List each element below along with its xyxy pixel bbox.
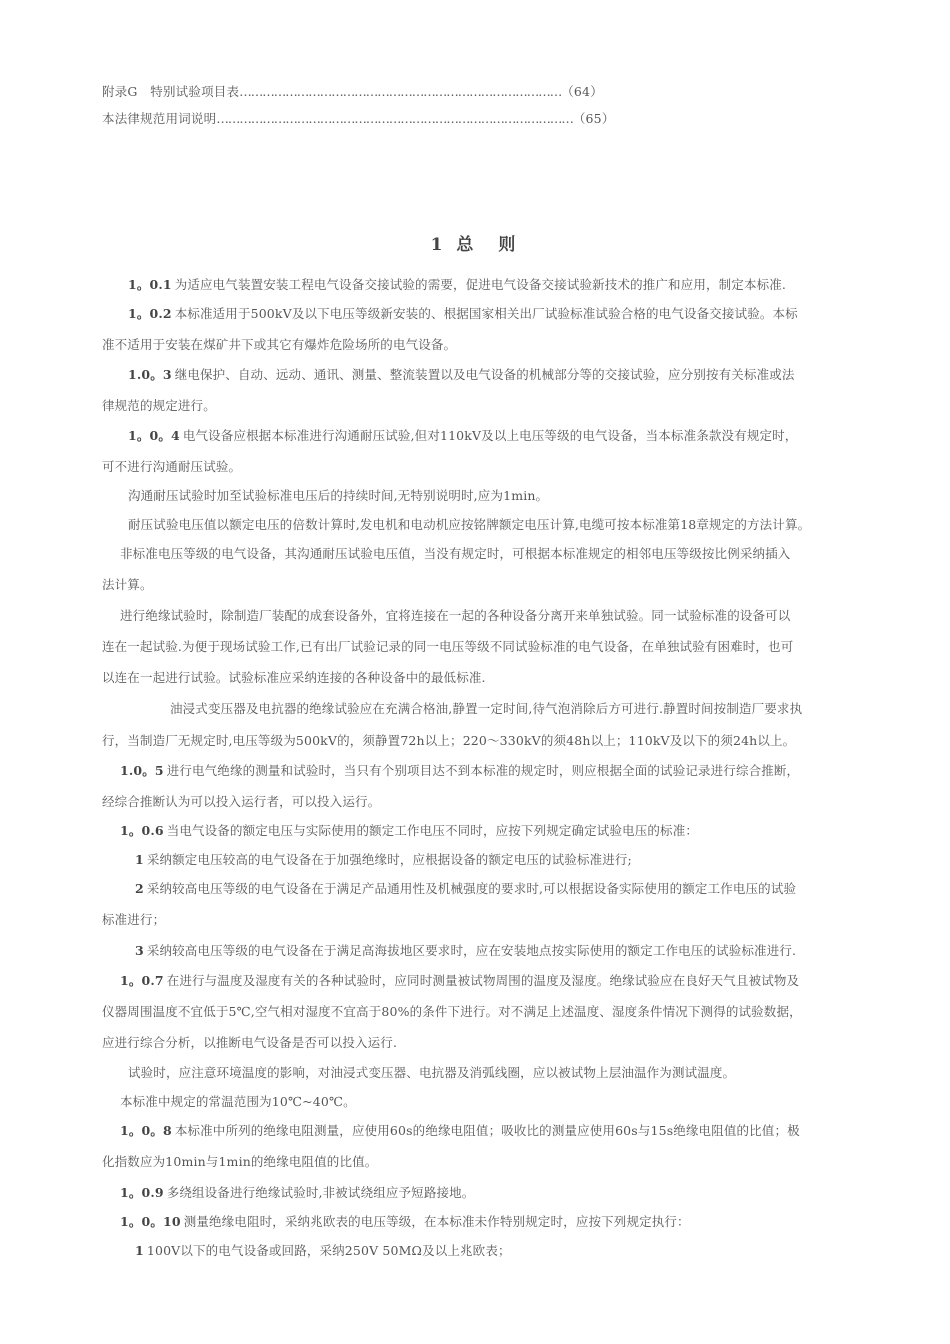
line-text: 应进行综合分析，以推断电气设备是否可以投入运行. bbox=[102, 1035, 398, 1050]
line-text: 进行绝缘试验时，除制造厂装配的成套设备外，宜将连接在一起的各种设备分离开来单独试验。同一试验标准的设备可以 bbox=[120, 608, 791, 623]
line-text: 多绕组设备进行绝缘试验时,非被试绕组应予短路接地。 bbox=[166, 1185, 475, 1200]
text-line bbox=[102, 459, 241, 475]
line-text: 100V以下的电气设备或回路，采纳250V 50MΩ及以上兆欧表； bbox=[146, 1243, 511, 1258]
line-text: 沟通耐压试验时加至试验标准电压后的持续时间,无特别说明时,应为1min。 bbox=[128, 488, 549, 503]
text-line bbox=[120, 823, 698, 839]
item-number: 3 bbox=[135, 943, 144, 958]
text-line bbox=[102, 1004, 802, 1020]
clause-number: 1。0.7 bbox=[120, 973, 164, 988]
text-line bbox=[120, 1123, 800, 1139]
toc-leader-dots: ………………………………………………………………………………… bbox=[216, 111, 573, 126]
toc-entry[interactable] bbox=[102, 111, 615, 127]
text-line bbox=[102, 639, 793, 655]
line-text: 经综合推断认为可以投入运行者，可以投入运行。 bbox=[102, 794, 381, 809]
line-text: 采纳较高电压等级的电气设备在于满足产品通用性及机械强度的要求时,可以根据设备实际使用的额定工作电压的试验 bbox=[146, 881, 797, 896]
clause-number: 1。0.9 bbox=[120, 1185, 164, 1200]
line-text: 继电保护、自动、远动、通讯、测量、整流装置以及电气设备的机械部分等的交接试验，应分别按有关标准或法 bbox=[174, 367, 795, 382]
line-text: 仪器周围温度不宜低于5℃,空气相对湿度不宜高于80%的条件下进行。对不满足上述温度、湿度条件情况下测得的试验数据， bbox=[102, 1004, 802, 1019]
text-line bbox=[102, 577, 153, 593]
text-line bbox=[102, 1154, 377, 1170]
text-line bbox=[102, 912, 165, 928]
line-text: 进行电气绝缘的测量和试验时，当只有个别项目达不到本标准的规定时，则应根据全面的试验记录进行综合推断， bbox=[166, 763, 800, 778]
toc-page-number: （64） bbox=[561, 84, 603, 99]
text-line bbox=[128, 488, 548, 504]
item-number: 2 bbox=[135, 881, 144, 896]
toc-page-number: （65） bbox=[572, 111, 615, 126]
line-text: 本标准中规定的常温范围为10℃~40℃。 bbox=[120, 1094, 356, 1109]
line-text: 本标准适用于500kV及以下电压等级新安装的、根据国家相关出厂试验标准试验合格的电气设备交接试验。本标 bbox=[174, 306, 798, 321]
line-text: 准不适用于安装在煤矿井下或其它有爆炸危险场所的电气设备。 bbox=[102, 337, 457, 352]
text-line bbox=[120, 1094, 356, 1110]
text-line bbox=[120, 1185, 474, 1201]
clause-number: 1。0。8 bbox=[120, 1123, 172, 1138]
text-line bbox=[128, 428, 797, 444]
text-line bbox=[128, 1065, 735, 1081]
text-line bbox=[120, 763, 799, 779]
text-line bbox=[120, 546, 790, 562]
line-text: 试验时，应注意环境温度的影响，对油浸式变压器、电抗器及消弧线圈，应以被试物上层油温作为测试温度。 bbox=[128, 1065, 736, 1080]
line-text: 非标准电压等级的电气设备，其沟通耐压试验电压值，当没有规定时，可根据本标准规定的相邻电压等级按比例采纳插入 bbox=[120, 546, 791, 561]
clause-number: 1。0。4 bbox=[128, 428, 180, 443]
text-line bbox=[102, 733, 795, 749]
line-text: 以连在一起进行试验。试验标准应采纳连接的各种设备中的最低标准. bbox=[102, 670, 486, 685]
text-line bbox=[102, 398, 216, 414]
text-line bbox=[128, 367, 795, 383]
item-number: 1 bbox=[135, 852, 144, 867]
clause-number: 1。0。10 bbox=[120, 1214, 181, 1229]
clause-number: 1。0.6 bbox=[120, 823, 164, 838]
toc-entry-label: 本法律规范用词说明 bbox=[102, 111, 217, 126]
line-text: 电气设备应根据本标准进行沟通耐压试验,但对110kV及以上电压等级的电气设备，当本标准条款没有规定时， bbox=[182, 428, 798, 443]
text-line bbox=[170, 701, 802, 717]
clause-number: 1.0。5 bbox=[120, 763, 164, 778]
text-line bbox=[102, 670, 486, 686]
line-text: 行，当制造厂无规定时,电压等级为500kV的，须静置72h以上；220～330kV的须48h以上；110kV及以下的须24h以上。 bbox=[102, 733, 796, 748]
line-text: 耐压试验电压值以额定电压的倍数计算时,发电机和电动机应按铭牌额定电压计算,电缆可按本标准第18章规定的方法计算。 bbox=[128, 517, 811, 532]
line-text: 标准进行； bbox=[102, 912, 166, 927]
clause-number: 1。0.2 bbox=[128, 306, 172, 321]
toc-entry[interactable] bbox=[102, 84, 603, 100]
clause-number: 1.0。3 bbox=[128, 367, 172, 382]
text-line bbox=[102, 794, 380, 810]
text-line bbox=[135, 852, 632, 868]
text-line bbox=[128, 517, 810, 533]
text-line bbox=[120, 608, 790, 624]
line-text: 可不进行沟通耐压试验。 bbox=[102, 459, 242, 474]
line-text: 本标准中所列的绝缘电阻测量，应使用60s的绝缘电阻值；吸收比的测量应使用60s与15s绝缘电阻值的比值；极 bbox=[174, 1123, 800, 1138]
text-line bbox=[120, 1214, 690, 1230]
toc-leader-dots: ………………………………………………………………………… bbox=[239, 84, 562, 99]
line-text: 连在一起试验.为便于现场试验工作,已有出厂试验记录的同一电压等级不同试验标准的电气设备，在单独试验有困难时，也可 bbox=[102, 639, 794, 654]
line-text: 法计算。 bbox=[102, 577, 153, 592]
text-line bbox=[128, 306, 798, 322]
line-text: 测量绝缘电阻时，采纳兆欧表的电压等级，在本标准未作特别规定时，应按下列规定执行： bbox=[183, 1214, 690, 1229]
line-text: 为适应电气装置安装工程电气设备交接试验的需要，促进电气设备交接试验新技术的推广和应用，制定本标准. bbox=[174, 277, 787, 292]
text-line bbox=[135, 1243, 511, 1259]
line-text: 化指数应为10min与1min的绝缘电阻值的比值。 bbox=[102, 1154, 378, 1169]
item-number: 1 bbox=[135, 1243, 144, 1258]
text-line bbox=[135, 943, 796, 959]
text-line bbox=[102, 1035, 397, 1051]
toc-entry-label: 附录G 特别试验项目表 bbox=[102, 84, 240, 99]
text-line bbox=[102, 337, 456, 353]
line-text: 律规范的规定进行。 bbox=[102, 398, 216, 413]
text-line bbox=[128, 277, 786, 293]
line-text: 油浸式变压器及电抗器的绝缘试验应在充满合格油,静置一定时间,待气泡消除后方可进行.静置时间按制造厂要求执 bbox=[170, 701, 803, 716]
chapter-title: 1 总 则 bbox=[430, 235, 520, 255]
line-text: 当电气设备的额定电压与实际使用的额定工作电压不同时，应按下列规定确定试验电压的标准： bbox=[166, 823, 699, 838]
text-line bbox=[135, 881, 796, 897]
clause-number: 1。0.1 bbox=[128, 277, 172, 292]
line-text: 采纳额定电压较高的电气设备在于加强绝缘时，应根据设备的额定电压的试验标准进行; bbox=[146, 852, 632, 867]
line-text: 采纳较高电压等级的电气设备在于满足高海拔地区要求时，应在安装地点按实际使用的额定工作电压的试验标准进行. bbox=[146, 943, 797, 958]
text-line bbox=[120, 973, 799, 989]
line-text: 在进行与温度及湿度有关的各种试验时，应同时测量被试物周围的温度及湿度。绝缘试验应在良好天气且被试物及 bbox=[166, 973, 800, 988]
